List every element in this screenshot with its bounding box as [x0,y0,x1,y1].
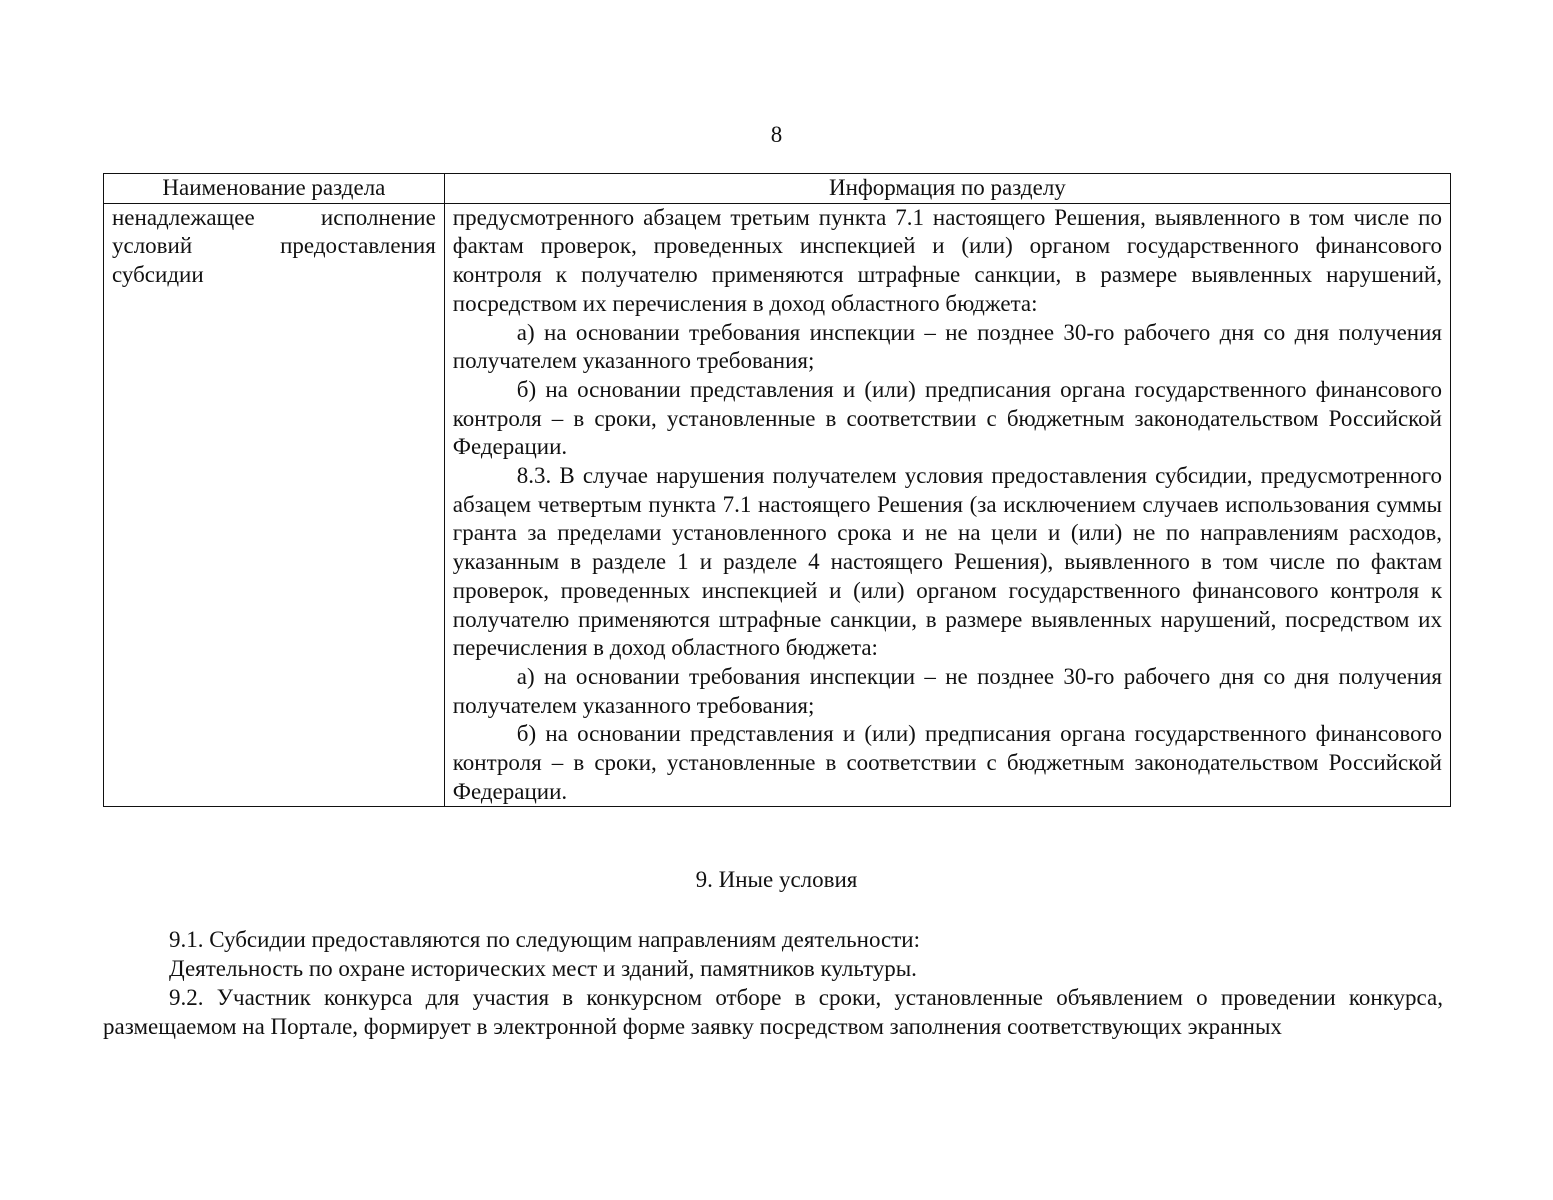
header-section-name: Наименование раздела [104,174,445,204]
page-number: 8 [770,122,783,147]
section-name-cell: ненадлежащее исполнение условий предоставления субсидии [104,203,445,807]
table-header-row [104,174,1451,204]
table-row [104,203,1451,807]
section-info-cell [444,203,1450,807]
info-paragraph: а) на основании требования инспекции – не позднее 30-го рабочего дня со дня получения получателем указанного требования; [452,319,1442,374]
info-paragraph: б) на основании представления и (или) предписания органа государственного финансового контроля – в сроки, установленные в соответствии с бюджетным законодательством Российской Федерации. [452,721,1442,804]
section-body [103,925,1443,1041]
info-paragraph: б) на основании представления и (или) предписания органа государственного финансового контроля – в сроки, установленные в соответствии с бюджетным законодательством Российской Федерации. [452,376,1442,460]
section-heading: 9. Иные условия [695,867,858,892]
info-paragraph: а) на основании требования инспекции – не позднее 30-го рабочего дня со дня получения получателем указанного требования; [452,663,1442,718]
body-paragraph: 9.2. Участник конкурса для участия в конкурсном отборе в сроки, установленные объявлением о проведении конкурса, размещаемом на Портале, формирует в электронной форме заявку посредством заполнения соответствующих экранных [103,985,1443,1039]
info-paragraph: предусмотренного абзацем третьим пункта 7.1 настоящего Решения, выявленного в том числе по фактам проверок, проведенных инспекцией и (или) органом государственного финансового контроля к получателю применяются штрафные санкции, в размере выявленных нарушений, посредством их перечисления в доход областного бюджета: [452,204,1442,316]
section-info-table [103,173,1451,807]
body-paragraph: Деятельность по охране исторических мест и зданий, памятников культуры. [169,956,917,981]
header-section-info: Информация по разделу [444,174,1450,204]
info-paragraph: 8.3. В случае нарушения получателем условия предоставления субсидии, предусмотренного абзацем четвертым пункта 7.1 настоящего Решения (за исключением случаев использования суммы гранта за пределами установленного срока и не на цели и (или) не по направлениям расходов, указанным в разделе 1 и разделе 4 настоящего Решения), выявленного в том числе по фактам проверок, проведенных инспекцией и (или) органом государственного финансового контроля к получателю применяются штрафные санкции, в размере выявленных нарушений, посредством их перечисления в доход областного бюджета: [452,463,1442,661]
body-paragraph: 9.1. Субсидии предоставляются по следующим направлениям деятельности: [169,927,920,952]
